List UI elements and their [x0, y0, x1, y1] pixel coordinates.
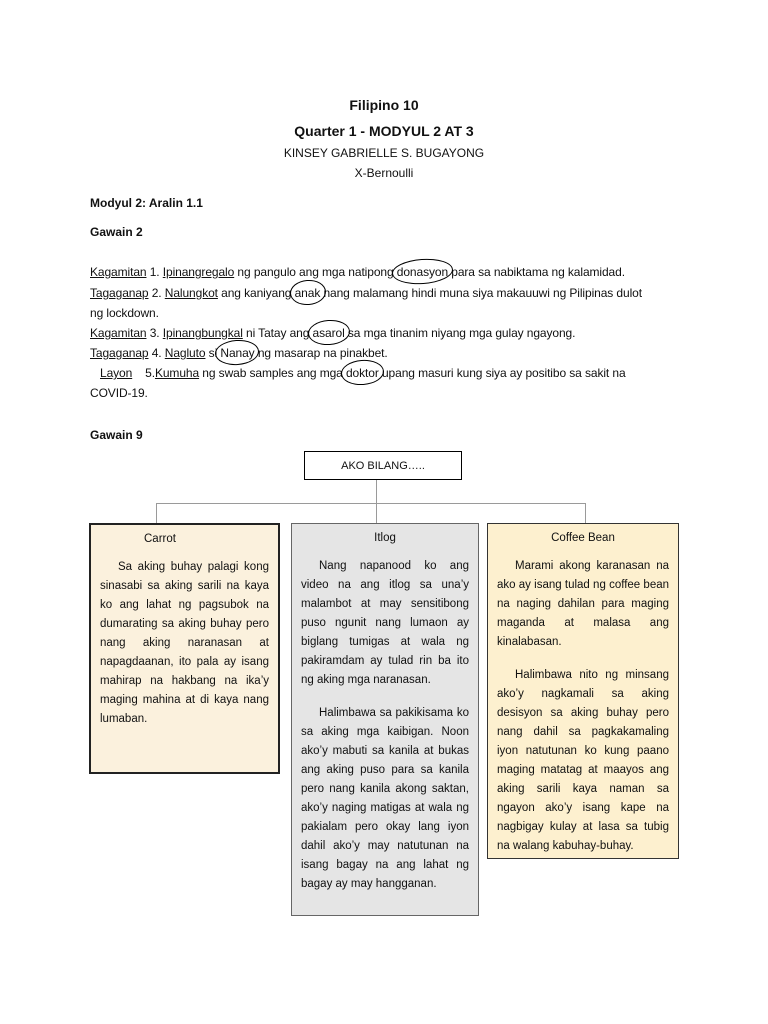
gawain2-item-4: [90, 346, 388, 360]
document-subtitle: Quarter 1 - MODYUL 2 AT 3: [294, 123, 474, 139]
item-number: 2.: [148, 286, 165, 300]
connector-left: [156, 503, 157, 523]
card-carrot: [89, 523, 280, 774]
item-verb: Nalungkot: [164, 286, 218, 300]
circled-word: Nanay: [220, 346, 255, 360]
item-text: ng masarap na pinakbet.: [254, 346, 388, 360]
card-paragraph: Halimbawa nito ng minsang ako’y nagkamali sa aking desisyon sa aking buhay pero nang dahil sa pagkakamaling iyon natutunan ko kung paano maging matatag at maayos ang aking sarili kaya naman sa ngayon ako’y isang kape na nagbigay kulay at lasa sa tubig na walang kabuhay-buhay.: [497, 669, 669, 852]
card-itlog: [291, 523, 479, 916]
circled-word: donasyon: [396, 265, 449, 279]
circled-word: asarol: [312, 326, 345, 340]
student-name: KINSEY GABRIELLE S. BUGAYONG: [283, 146, 485, 160]
item-verb: Nagluto: [164, 346, 206, 360]
card-paragraph: Nang napanood ko ang video na ang itlog sa una’y malambot at may sensitibong puso ngunit nang lumaon ay biglang tumigas at wala ng pakiramdam ay tulad rin ba ito ng aking mga naranasan.: [301, 560, 469, 686]
item-number: 1.: [146, 265, 163, 279]
item-role: Kagamitan: [90, 265, 147, 279]
item-role: Tagaganap: [90, 286, 149, 300]
gawain2-item-5-cont: COVID-19.: [90, 386, 148, 400]
connector-horizontal: [156, 503, 586, 504]
connector-right: [585, 503, 586, 523]
card-paragraph: Marami akong karanasan na ako ay isang tulad ng coffee bean na naging dahilan para maging maganda at malasa ang kinalabasan.: [497, 560, 669, 648]
item-text: sa mga tinanim niyang mga gulay ngayong.: [344, 326, 576, 340]
item-verb: Ipinangregalo: [162, 265, 235, 279]
item-text: ng swab samples ang mga: [199, 366, 346, 380]
gawain2-item-2-cont: ng lockdown.: [90, 306, 159, 320]
circled-word: anak: [294, 286, 321, 300]
item-role: Tagaganap: [90, 346, 149, 360]
item-verb: Ipinangbungkal: [162, 326, 243, 340]
gawain2-item-2: [90, 286, 642, 300]
item-text: ni Tatay ang: [242, 326, 313, 340]
item-number: 4.: [148, 346, 165, 360]
gawain2-heading: Gawain 2: [90, 225, 143, 239]
document-title: Filipino 10: [349, 97, 419, 113]
item-text: ang kaniyang: [217, 286, 295, 300]
item-text: upang masuri kung siya ay positibo sa sakit na: [378, 366, 626, 380]
gawain2-item-3: [90, 326, 575, 340]
gawain2-item-1: [90, 265, 625, 279]
item-role: Kagamitan: [90, 326, 147, 340]
connector-middle: [376, 503, 377, 523]
item-text: si: [205, 346, 221, 360]
card-title: Itlog: [374, 532, 396, 544]
card-paragraph: Sa aking buhay palagi kong sinasabi sa aking sarili na kaya ko ang lahat ng pagsubok na dumarating sa aking buhay pero nang aking naranasan at napagdaanan, ito pala ay isang mahirap na hakbang na ika’y maging mahina at di kaya nang lumaban.: [100, 561, 269, 725]
item-text: nang malamang hindi muna siya makauuwi ng Pilipinas dulot: [320, 286, 642, 300]
card-title: Carrot: [144, 533, 176, 545]
item-number: 3.: [146, 326, 163, 340]
card-paragraph: Halimbawa sa pakikisama ko sa aking mga kaibigan. Noon ako’y mabuti sa kanila at bukas ang aking puso para sa kanila pero nang kanila akong saktan, ako’y naging matigas at wala ng pakialam pero okay lang iyon dahil ako’y may natutunan na isang bagay na ang lahat ng bagay ay may hangganan.: [301, 707, 469, 890]
card-title: Coffee Bean: [551, 532, 615, 544]
card-coffee-bean: [487, 523, 679, 859]
modyul-heading: Modyul 2: Aralin 1.1: [90, 196, 203, 210]
gawain2-item-5: [90, 366, 626, 380]
item-role: Layon: [100, 366, 133, 380]
connector-trunk: [376, 480, 377, 504]
item-verb: Kumuha: [154, 366, 200, 380]
item-number: 5.: [132, 366, 155, 380]
diagram-top-box: AKO BILANG…..: [304, 451, 462, 480]
circled-word: doktor: [345, 366, 379, 380]
item-text: ng pangulo ang mga natipong: [234, 265, 397, 279]
item-text: para sa nabiktama ng kalamidad.: [448, 265, 625, 279]
gawain9-heading: Gawain 9: [90, 428, 143, 442]
student-section: X-Bernoulli: [354, 166, 414, 180]
